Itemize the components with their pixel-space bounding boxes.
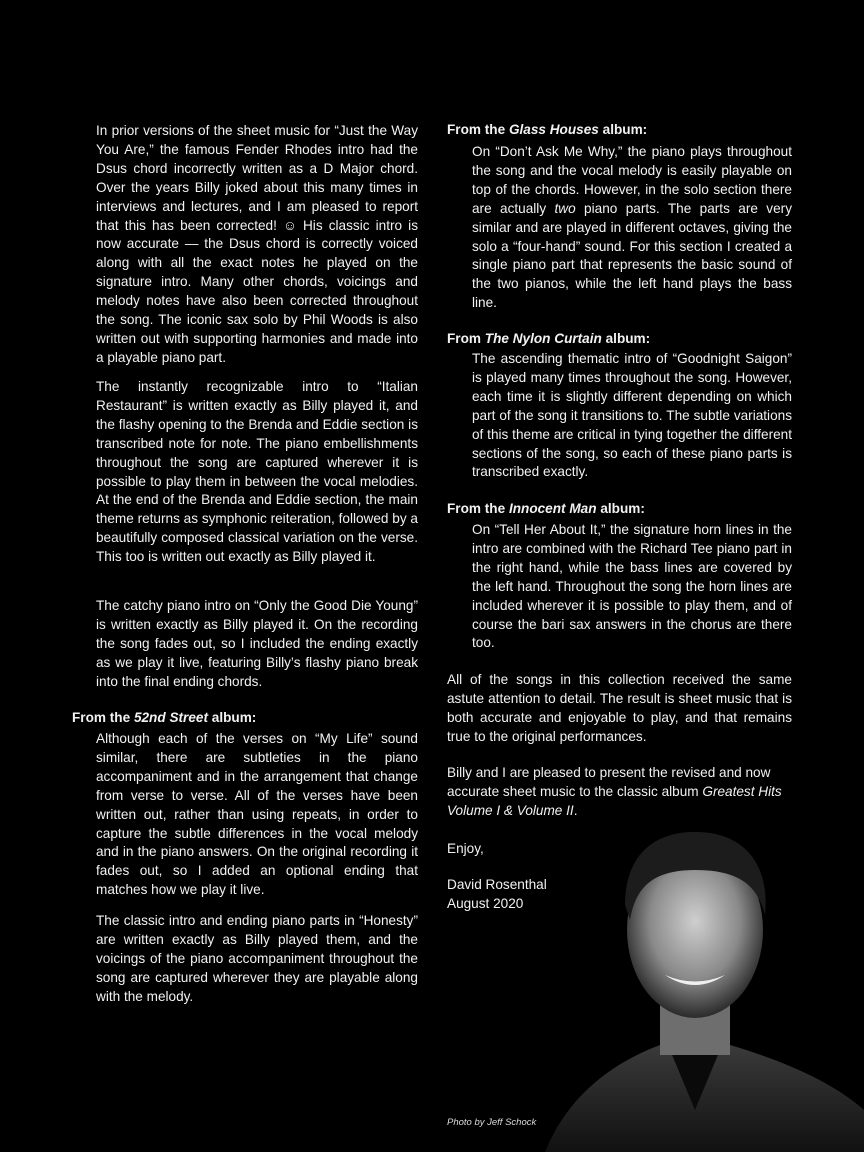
paragraph-dont-ask-me-why: On “Don’t Ask Me Why,” the piano plays throughout the song and the vocal melody is easily playable on top of the chords. However, in the solo section there are actually two piano parts. The parts are very similar and are played in different octaves, giving the solo a “four-hand” sound. For this section I created a single piano part that represents the basic sound of the two pianos, while the left hand plays the bass line. [472,144,792,311]
paragraph-my-life: Although each of the verses on “My Life” sound similar, there are subtleties in the piano accompaniment and in the arrangement that change from verse to verse. All of the verses have been written out, rather than using repeats, in order to capture the subtle differences in the vocal melody and in the piano answers. On the original recording it fades out, so I added an optional ending that matches how we play it live. [96,731,418,898]
photo-credit: Photo by Jeff Schock [447,1117,537,1128]
author-name: David Rosenthal [447,877,547,892]
sign-off: Enjoy, [447,841,484,856]
paragraph-tell-her-about-it: On “Tell Her About It,” the signature horn lines in the intro are combined with the Richard Tee piano part in the right hand, while the bass lines are covered by the left hand. Throughout the song the horn lines are included wherever it is possible to play them, and of course the bari sax answers in the chorus are there too. [472,522,792,651]
heading-52nd-street: From the 52nd Street album: [72,710,257,725]
paragraph-attention-to-detail: All of the songs in this collection received the same astute attention to detail. The result is sheet music that is both accurate and enjoyable to play, and that remains true to the original performances. [447,672,792,744]
heading-innocent-man: From the Innocent Man album: [447,501,645,516]
paragraph-just-the-way-you-are: In prior versions of the sheet music for “Just the Way You Are,” the famous Fender Rhodes intro had the Dsus chord incorrectly written as a D Major chord. Over the years Billy joked about this many times in interviews and lectures, and I am pleased to report that this has been corrected! ☺ His classic intro is now accurate — the Dsus chord is correctly voiced along with all the exact notes he played on the signature intro. Many other chords, voicings and melody notes have also been corrected throughout the song. The iconic sax solo by Phil Woods is also written out with supporting harmonies and made into a playable piano part. [96,123,418,365]
heading-glass-houses: From the Glass Houses album: [447,122,648,137]
paragraph-closing: Billy and I are pleased to present the revised and now accurate sheet music to the classic album Greatest Hits Volume I & Volume II. [447,765,782,818]
heading-nylon-curtain: From The Nylon Curtain album: [447,331,651,346]
paragraph-only-the-good-die-young: The catchy piano intro on “Only the Good Die Young” is written exactly as Billy played it. On the recording the song fades out, so I included the ending exactly as we play it live, featuring Billy’s flashy piano break into the final ending chords. [96,598,418,689]
paragraph-italian-restaurant: The instantly recognizable intro to “Italian Restaurant” is written exactly as Billy played it, and the flashy opening to the Brenda and Eddie section is transcribed note for note. The piano embellishments throughout the song are captured wherever it is possible to play them in between the vocal melodies. At the end of the Brenda and Eddie section, the main theme returns as symphonic reiteration, followed by a beautifully composed classical variation on the verse. This too is written out exactly as Billy played it. [96,379,418,565]
paragraph-goodnight-saigon: The ascending thematic intro of “Goodnight Saigon” is played many times throughout the song. However, each time it is slightly different depending on which part of the song it transitions to. The subtle variations of this theme are critical in tying together the different sections of the song, so each of these piano parts is transcribed exactly. [472,351,792,480]
author-date: August 2020 [447,896,524,911]
author-photo [530,810,864,1152]
paragraph-honesty: The classic intro and ending piano parts in “Honesty” are written exactly as Billy played them, and the voicings of the piano accompaniment throughout the song are captured wherever they are playable along with the melody. [96,913,418,1004]
